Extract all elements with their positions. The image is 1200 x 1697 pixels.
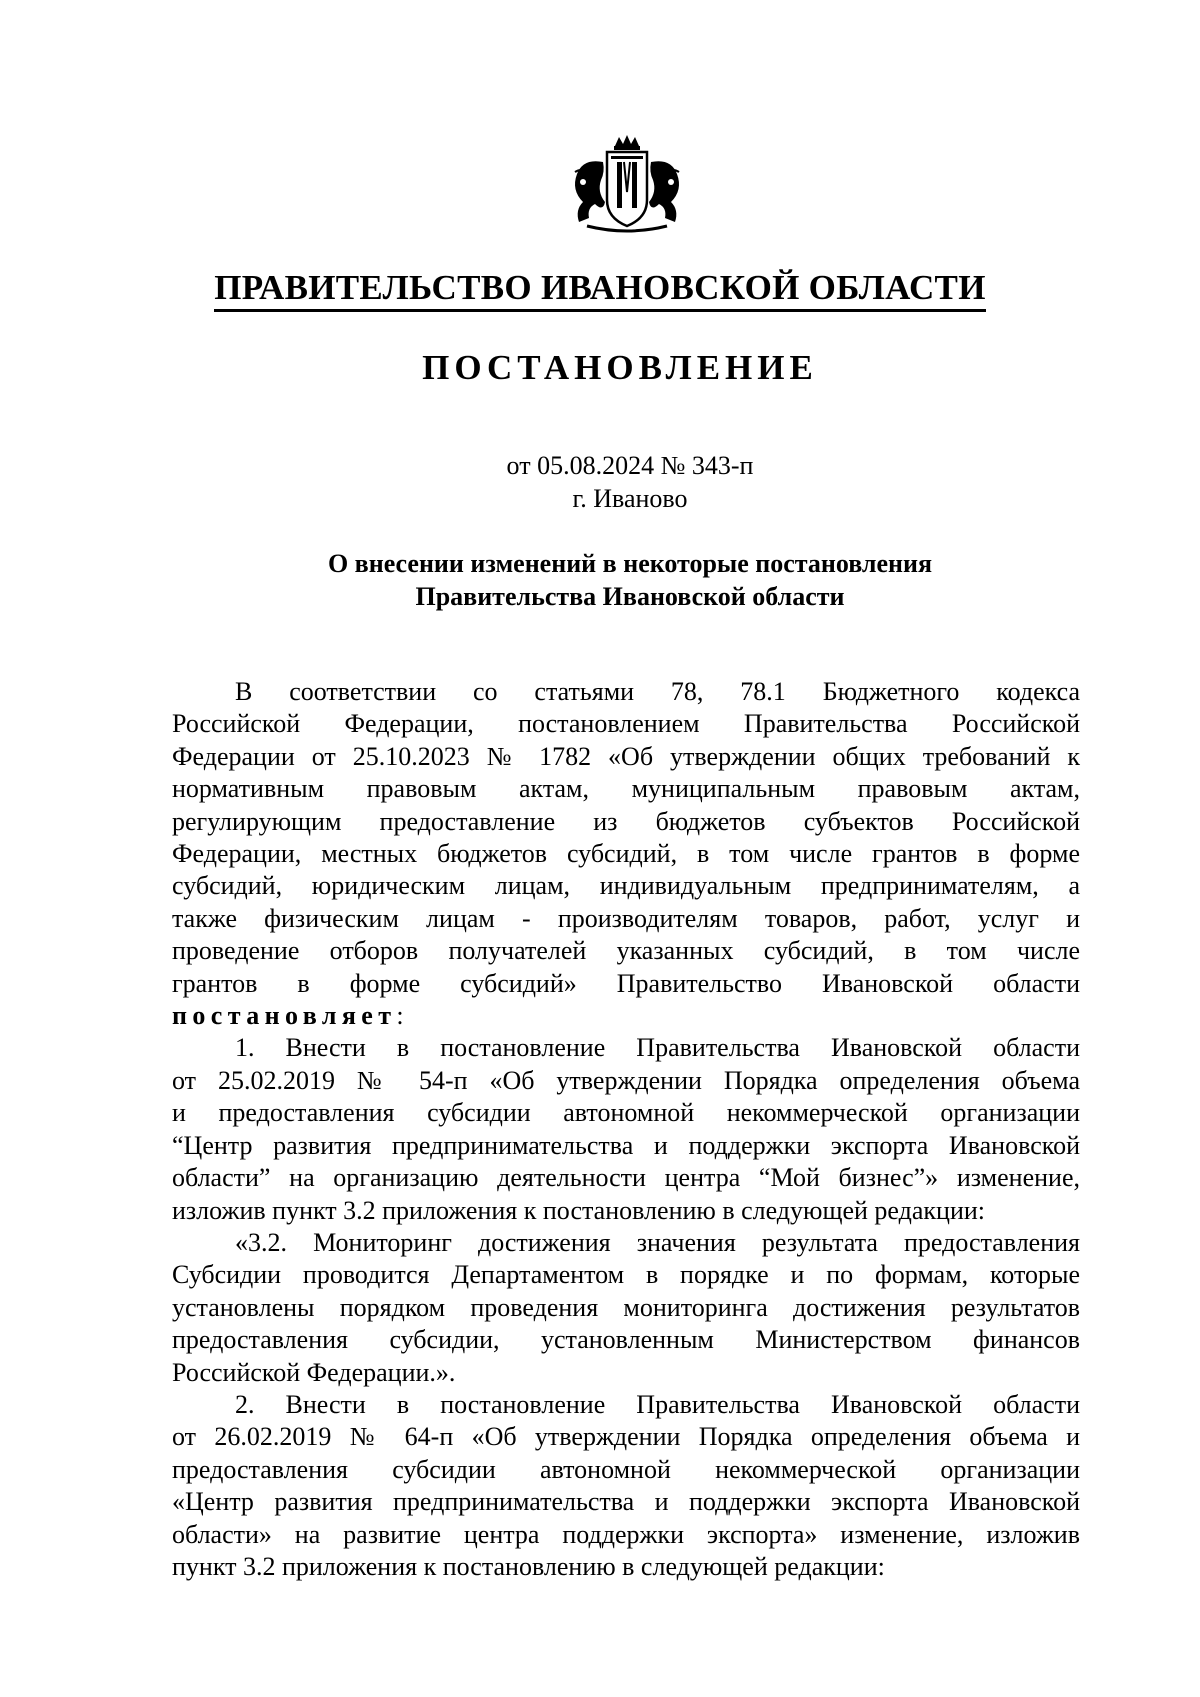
quote-line: Субсидии проводится Департаментом в порядке и по формам, которые [172,1260,1080,1290]
resolves-line [172,1000,1080,1032]
text-line: Федерации, местных бюджетов субсидий, в том числе грантов в форме [172,839,1080,869]
resolves-word: постановляет [172,1001,397,1031]
quote-line: Российской Федерации.». [172,1357,456,1387]
document-body [172,676,1080,1583]
quote-line: предоставления субсидии, установленным Министерством финансов [172,1325,1080,1355]
subject-line: О внесении изменений в некоторые постановления [327,549,933,578]
city: г. Иваново [572,484,688,513]
date-number: от 05.08.2024 № 343-п [506,451,754,480]
document-meta [0,449,1200,515]
text-line: грантов в форме субсидий» Правительство Ивановской области [172,968,1080,998]
text-line: В соответствии со статьями 78, 78.1 Бюджетного кодекса [235,677,1080,706]
text-line: предоставления субсидии автономной некоммерческой организации [172,1454,1080,1484]
text-line: «Центр развития предпринимательства и поддержки экспорта Ивановской [172,1487,1080,1517]
text-line: от 25.02.2019 № 54-п «Об утверждении Порядка определения объема [172,1065,1080,1095]
text-line: Российской Федерации, постановлением Правительства Российской [172,709,1080,739]
coat-of-arms-icon [553,132,701,234]
text-line: Федерации от 25.10.2023 № 1782 «Об утверждении общих требований к [172,741,1080,771]
document-subject [0,547,1200,613]
text-line: 2. Внести в постановление Правительства Ивановской области [235,1389,1080,1419]
subject-line: Правительства Ивановской области [415,582,845,611]
organization-title: ПРАВИТЕЛЬСТВО ИВАНОВСКОЙ ОБЛАСТИ [0,268,1200,312]
text-line: “Центр развития предпринимательства и поддержки экспорта Ивановской [172,1130,1080,1160]
text-line: 1. Внести в постановление Правительства Ивановской области [235,1033,1080,1063]
text-line: также физическим лицам - производителям товаров, работ, услуг и [172,903,1080,933]
text-line: от 26.02.2019 № 64-п «Об утверждении Порядка определения объема и [172,1422,1080,1452]
text-line: изложив пункт 3.2 приложения к постановлению в следующей редакции: [172,1195,985,1225]
quote-line: установлены порядком проведения мониторинга достижения результатов [172,1292,1080,1322]
text-line: пункт 3.2 приложения к постановлению в следующей редакции: [172,1551,885,1581]
text-line: проведение отборов получателей указанных субсидий, в том числе [172,936,1080,966]
resolves-colon: : [396,1001,404,1031]
text-line: нормативным правовым актам, муниципальным правовым актам, [172,774,1080,804]
text-line: области” на организацию деятельности центра “Мой бизнес”» изменение, [172,1163,1080,1193]
document-type: ПОСТАНОВЛЕНИЕ [422,348,818,387]
text-line: области» на развитие центра поддержки экспорта» изменение, изложив [172,1519,1080,1549]
text-line: субсидий, юридическим лицам, индивидуальным предпринимателям, а [172,871,1080,901]
quote-line: «3.2. Мониторинг достижения значения результата предоставления [235,1227,1080,1257]
text-line: регулирующим предоставление из бюджетов субъектов Российской [172,806,1080,836]
text-line: и предоставления субсидии автономной некоммерческой организации [172,1098,1080,1128]
